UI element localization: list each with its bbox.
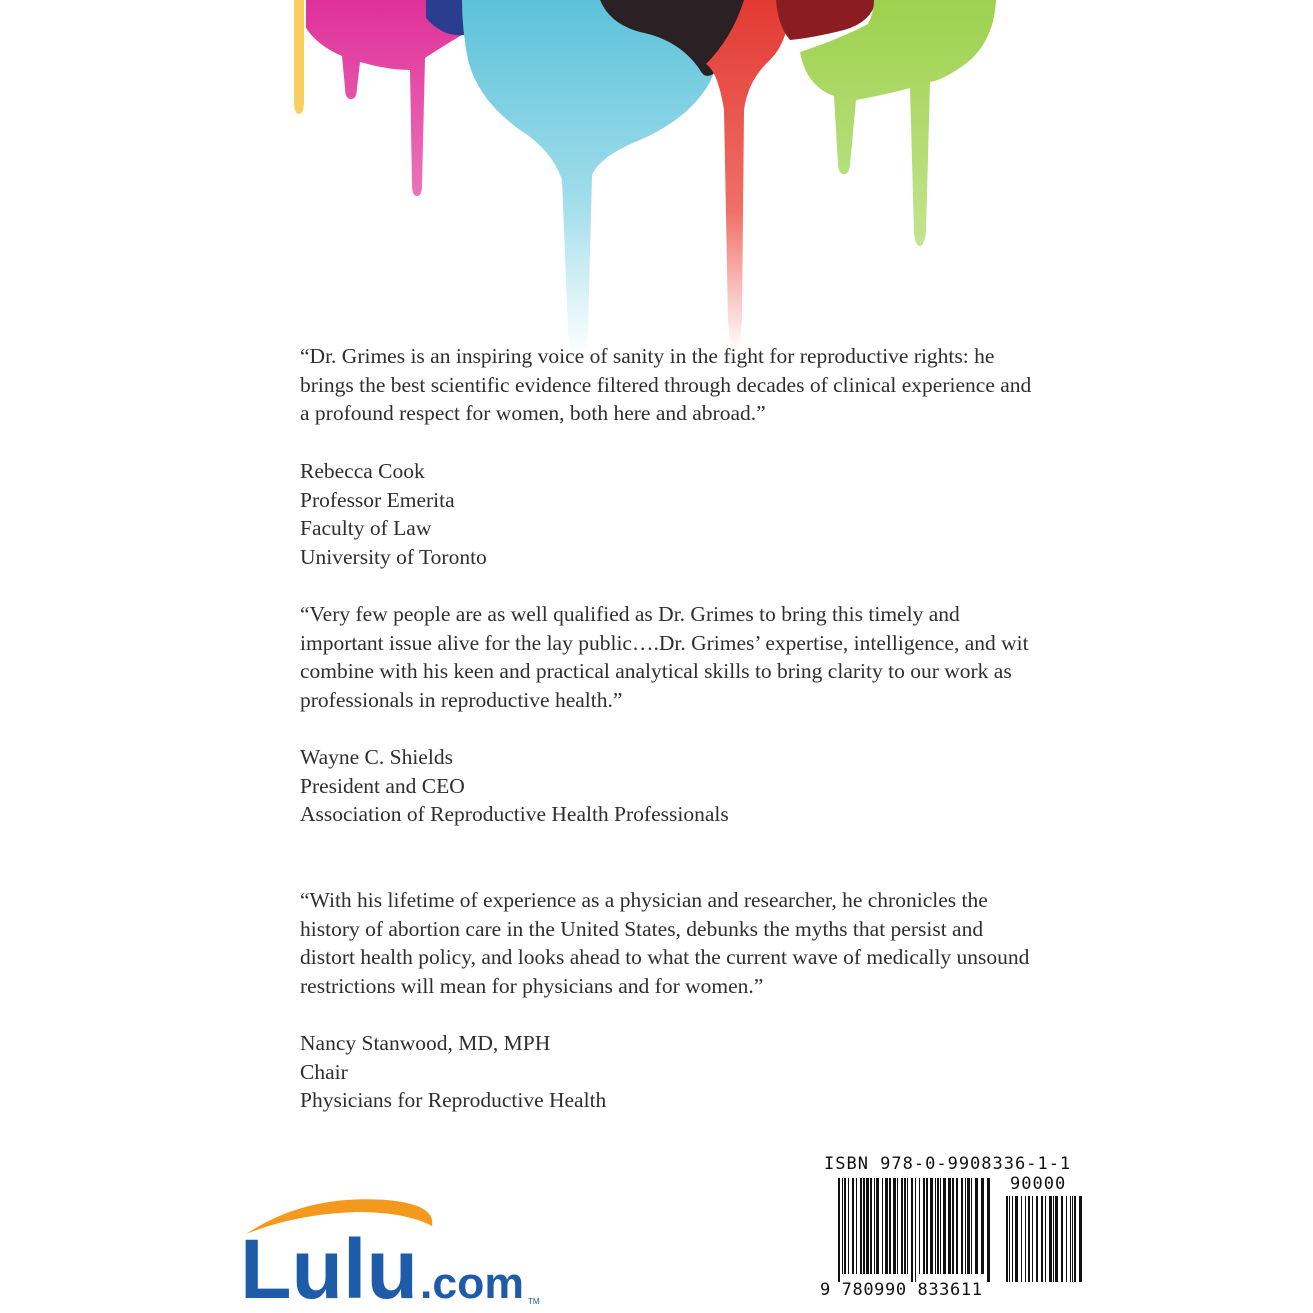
attribution-name: Wayne C. Shields	[300, 745, 453, 769]
attribution-title: President and CEO	[300, 773, 465, 798]
barcode-bar	[935, 1178, 936, 1274]
barcode-bar	[897, 1178, 898, 1274]
barcode-bar	[901, 1178, 903, 1274]
barcode-bar	[915, 1178, 916, 1282]
paint-drips-illustration	[0, 0, 1313, 360]
attribution-organization: University of Toronto	[300, 544, 487, 569]
barcode-addon-bar	[1015, 1196, 1018, 1282]
barcode-bar	[852, 1178, 854, 1274]
barcode-addon-bar	[1028, 1196, 1030, 1282]
barcode-bar	[956, 1178, 958, 1274]
attribution-title: Chair	[300, 1059, 348, 1084]
barcode-addon-bar	[1021, 1196, 1022, 1282]
barcode-addon-bar	[1055, 1196, 1058, 1282]
price-code: 90000	[1010, 1174, 1067, 1194]
barcode-bar	[923, 1178, 925, 1274]
attribution-1	[300, 457, 1040, 571]
barcode-bar	[876, 1178, 879, 1274]
barcode-bar	[904, 1178, 906, 1274]
barcode-addon-bar	[1012, 1196, 1013, 1282]
barcode-bar	[930, 1178, 933, 1274]
barcode-bar	[981, 1178, 984, 1274]
barcode-addon-bar	[1045, 1196, 1046, 1282]
quote-1: “Dr. Grimes is an inspiring voice of sanity in the fight for reproductive rights: he brings the best scientific evidence filtered through decades of clinical experience and a profound respect for women, both here and abroad.”	[300, 344, 1032, 426]
logo-text-suffix: .com	[420, 1259, 524, 1306]
barcode-bar	[952, 1178, 954, 1274]
logo-text-main: Lulu	[240, 1222, 418, 1306]
barcode-addon-bar	[1061, 1196, 1063, 1282]
barcode-bar	[844, 1178, 846, 1274]
logo-trademark: TM	[528, 1297, 540, 1306]
barcode-bar	[856, 1178, 857, 1274]
barcode	[838, 1178, 1083, 1282]
lulu-logo	[236, 1196, 546, 1306]
barcode-addon-bar	[1072, 1196, 1073, 1282]
attribution-title: Professor Emerita	[300, 487, 455, 512]
attribution-organization: Association of Reproductive Health Professionals	[300, 802, 729, 827]
red-drip	[706, 0, 790, 352]
barcode-addon-bar	[1032, 1196, 1033, 1282]
barcode-bar	[987, 1178, 990, 1282]
barcode-bar	[848, 1178, 849, 1274]
barcode-addon-bar	[1006, 1196, 1008, 1282]
barcode-digits: 9 780990 833611	[820, 1280, 983, 1300]
barcode-bar	[885, 1178, 888, 1274]
barcode-bar	[860, 1178, 862, 1274]
barcode-bar	[943, 1178, 946, 1274]
barcode-bar	[893, 1178, 896, 1274]
barcode-addon-bar	[1036, 1196, 1038, 1282]
barcode-bar	[882, 1178, 883, 1274]
barcode-bar	[870, 1178, 872, 1274]
attribution-organization: Physicians for Reproductive Health	[300, 1088, 607, 1113]
attribution-3	[300, 1029, 1040, 1115]
barcode-bar	[967, 1178, 970, 1274]
barcode-bar	[940, 1178, 941, 1274]
barcode-bar	[961, 1178, 963, 1274]
green-drip	[800, 0, 996, 246]
barcode-bar	[838, 1178, 840, 1282]
barcode-bar	[889, 1178, 891, 1274]
barcode-bar	[842, 1178, 843, 1274]
barcode-bar	[919, 1178, 920, 1274]
barcode-bar	[926, 1178, 928, 1274]
cyan-drip	[462, 0, 723, 356]
yellow-drip	[294, 0, 304, 114]
barcode-addon-bar	[1079, 1196, 1082, 1282]
barcode-bar	[866, 1178, 869, 1274]
barcode-addon-bar	[1053, 1196, 1054, 1282]
barcode-addon-bar	[1041, 1196, 1043, 1282]
barcode-addon-bar	[1049, 1196, 1052, 1282]
barcode-addon-bar	[1070, 1196, 1071, 1282]
attribution-name: Nancy Stanwood, MD, MPH	[300, 1031, 551, 1055]
barcode-bar	[965, 1178, 966, 1274]
barcode-bar	[975, 1178, 978, 1274]
barcode-bar	[971, 1178, 972, 1274]
barcode-bar	[907, 1178, 908, 1274]
barcode-addon-bar	[1074, 1196, 1076, 1282]
attribution-department: Faculty of Law	[300, 516, 432, 541]
attribution-name: Rebecca Cook	[300, 459, 425, 483]
quote-3: “With his lifetime of experience as a physician and researcher, he chronicles the history of abortion care in the United States, debunks the myths that persist and distort health policy, and looks ahead to what the current wave of medically unsound restrictions will mean for physicians and for women.”	[300, 888, 1030, 998]
barcode-bar	[874, 1178, 875, 1274]
barcode-bar	[948, 1178, 951, 1274]
isbn-label: ISBN 978-0-9908336-1-1	[824, 1154, 1072, 1174]
quote-2: “Very few people are as well qualified as Dr. Grimes to bring this timely and important issue alive for the lay public….Dr. Grimes’ expertise, intelligence, and wit combine with his keen and practical analytical skills to bring clarity to our work as professionals in reproductive health.”	[300, 602, 1029, 712]
barcode-addon-bar	[1009, 1196, 1010, 1282]
barcode-addon-bar	[1025, 1196, 1026, 1282]
barcode-addon-bar	[1066, 1196, 1067, 1282]
barcode-bar	[863, 1178, 865, 1274]
attribution-2	[300, 743, 1040, 829]
barcode-bar	[911, 1178, 913, 1282]
barcode-bar	[937, 1178, 939, 1274]
